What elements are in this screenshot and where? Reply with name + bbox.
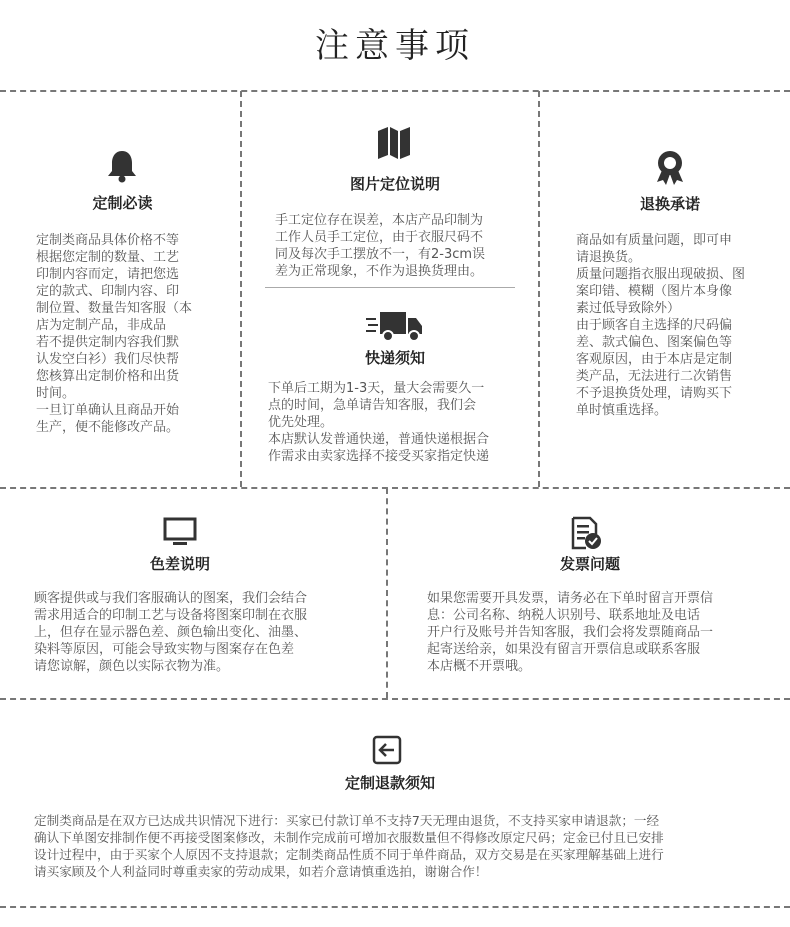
truck-icon (366, 308, 424, 346)
section-title-image-position: 图片定位说明 (349, 175, 440, 193)
section-text-custom: 定制类商品具体价格不等 根据您定制的数量、工艺 印制内容而定，请把您选 定的款式、印制内容、印 制位置、数量告知客服（本 店为定制产品，非成品 若不提供定制内容我们默 认发空白衫）我们尽快帮 您核算出定制价格和出货 时间。 一旦订单确认且商品开始 生产，便不能修改产品。 (36, 233, 193, 435)
section-title-custom: 定制必读 (92, 194, 153, 212)
section-text-image-position: 手工定位存在误差，本店产品印制为 工作人员手工定位，由于衣服尺码不 同及每次手工摆放不一，有2-3cm误 差为正常现象，不作为退换货理由。 (275, 213, 486, 279)
section-text-refund: 定制类商品是在双方已达成共识情况下进行：买家已付款订单不支持7天无理由退货，不支持买家申请退款；一经 确认下单图安排制作便不再接受图案修改，未制作完成前可增加衣服数量但不得修改原定尺码；定金已付且已安排 设计过程中，由于买家个人原因不支持退款；定制类商品性质不同于单件商品，双方交易是在买家理解基础上进行 请买家顾及个人利益同时尊重卖家的劳动成果，如若介意请慎重选拍，谢谢合作！ (34, 813, 664, 879)
divider-col-3 (386, 488, 388, 698)
page-title: 注意事项 (315, 26, 475, 66)
divider-top (0, 90, 790, 92)
divider-col-2 (538, 91, 540, 487)
section-title-return: 退换承诺 (639, 195, 700, 213)
section-text-return: 商品如有质量问题，即可申 请退换货。 质量问题指衣服出现破损、图 案印错、模糊（图片本身像 素过低导致除外） 由于顾客自主选择的尺码偏 差、款式偏色、图案偏色等 客观原因，由于本店是定制 类产品，无法进行二次销售 不予退换货处理，请购买下 单时慎重选择。 (576, 233, 746, 418)
award-icon (654, 150, 686, 190)
section-title-delivery: 快递须知 (364, 349, 425, 367)
map-icon (376, 125, 412, 163)
return-icon (372, 735, 402, 769)
divider-middle (0, 487, 790, 489)
divider-lower (0, 698, 790, 700)
section-text-color-diff: 顾客提供或与我们客服确认的图案，我们会结合 需求用适合的印制工艺与设备将图案印制在衣服 上，但存在显示器色差、颜色输出变化、油墨、 染料等原因，可能会导致实物与图案存在色差 请您谅解，颜色以实际衣物为准。 (34, 591, 308, 674)
section-title-refund: 定制退款须知 (344, 774, 435, 792)
section-text-invoice: 如果您需要开具发票，请务必在下单时留言开票信 息：公司名称、纳税人识别号、联系地址及电话 开户行及账号并告知客服，我们会将发票随商品一 起寄送给亲，如果没有留言开票信息或联系客服 本店概不开票哦。 (427, 591, 714, 674)
inner-separator (265, 287, 515, 288)
bell-icon (106, 149, 138, 187)
divider-bottom (0, 906, 790, 908)
section-title-color-diff: 色差说明 (149, 555, 210, 573)
section-title-invoice: 发票问题 (559, 555, 620, 573)
monitor-icon (163, 517, 197, 551)
section-text-delivery: 下单后工期为1-3天，量大会需要久一 点的时间，急单请告知客服，我们会 优先处理。 本店默认发普通快递，普通快递根据合 作需求由卖家选择不接受买家指定快递 (268, 381, 490, 464)
invoice-icon (570, 516, 602, 554)
divider-col-1 (240, 91, 242, 487)
